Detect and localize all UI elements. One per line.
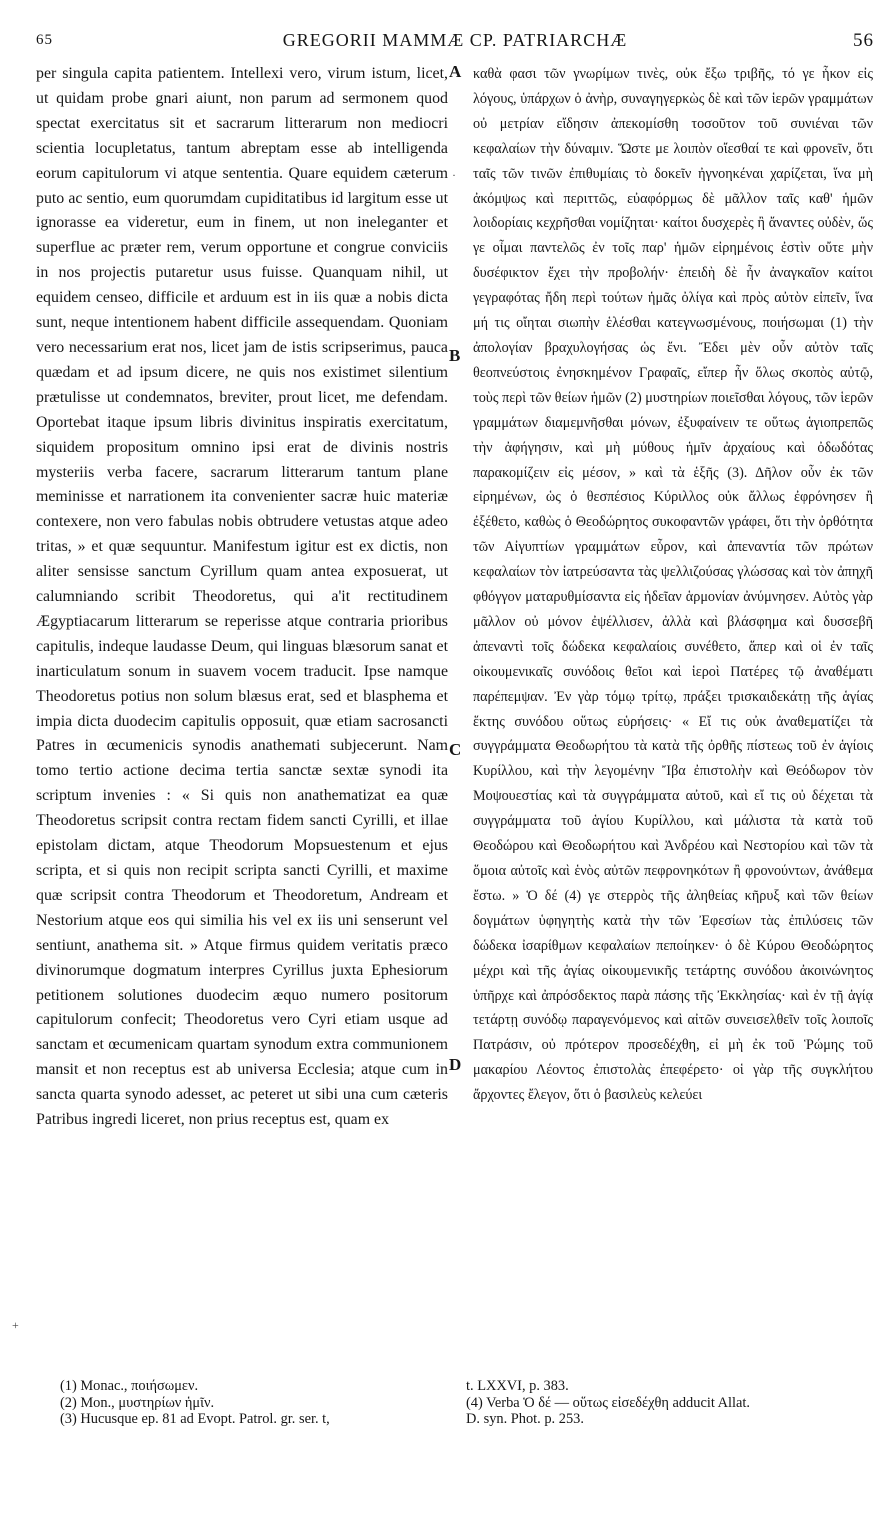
section-marker-c: C <box>449 740 462 759</box>
page-number-right: 56 <box>853 30 874 51</box>
footnotes-left <box>60 1378 460 1428</box>
footnote: (3) Hucusque ep. 81 ad Evopt. Patrol. gr. ser. t, <box>60 1411 330 1427</box>
running-title: GREGORII MAMMÆ CP. PATRIARCHÆ <box>282 30 628 50</box>
margin-mark: + <box>12 1318 19 1332</box>
section-marker-b: B <box>449 346 461 365</box>
section-marker-d: D <box>449 1055 462 1074</box>
margin-mark: · <box>452 168 456 182</box>
greek-column: καθὰ φασι τῶν γνωρίμων τινὲς, οὐκ ἔξω τριβῆς, τό γε ἧκον εἰς λόγους, ὑπάρχων ὁ ἀνὴρ, συναγηγερκὼς δὲ καὶ τῶν ἱερῶν γραμμάτων οὐ μετρίαν εἴδησιν ἀπεκομίσθη τοσοῦτον τοῦ συνιέναι τῶν κεφαλαίων τὴν δύναμιν. Ὥστε με λοιπὸν οἴεσθαί τε καὶ φρονεῖν, ὅτι ταῖς τῶν τινῶν ἐπιθυμίαις τὸ δοκεῖν ἠγνοηκέναι χαρίζεται, ἵνα μὴ ἀκόμψως καὶ περιττῶς, εὐαφόρμως δὲ μᾶλλον ταῖς καθ' ἡμῶν λοιδορίαις κεχρῆσθαι νομίζηται· καίτοι δυσχερὲς ἢ ἄναντες οὐδὲν, ὥς γε οἶμαι παντελῶς ἐν τοῖς παρ' ἡμῶν εἰρημένοις ἐστὶν οὔτε μὴν δυσέφικτον ἔχει τὴν προβολήν· ἐπειδὴ δὲ ἦν ἀναγκαῖον καίτοι γεγραφότας ἤδη περὶ τούτων ἡμᾶς ὀλίγα καὶ πρὸς αὐτὸν εἰπεῖν, ἵνα μή τις οἴηται σιωπὴν ἑλέσθαι κατεγνωσμένους, ποιήσωμαι (1) τὴν ἀπολογίαν βραχυλογήσας ὡς ἔνι. Ἔδει μὲν οὖν αὐτὸν ταῖς θεοπνεύστοις ἐνησκημένον Γραφαῖς, εἴπερ ἦν ὅλως σκοπὸς αὐτῷ, τοὺς περὶ τῶν θείων ἡμῶν (2) μυστηρίων ποιεῖσθαι λόγους, τῶν ἱερῶν γραμμάτων διαμεμνῆσθαι μόνων, ἐξυφαίνειν τε οὕτως ἁγιοπρεπῶς τὴν ἀφήγησιν, καὶ μὴ μύθους ἡμῖν ἀρχαίους καὶ ὀδωδότας παρακομίζειν εἰς μέσον, » καὶ τὰ ἑξῆς (3). Δῆλον οὖν ἐκ τῶν εἰρημένων, ὡς ὁ θεσπέσιος Κύριλλος οὐκ ἄλλως ἐφρόνησεν ἢ ἐξέθετο, καθὼς ὁ Θεοδώρητος συκοφαντῶν γράφει, ὅτι τὴν ὀρθότητα τῶν Αἰγυπτίων γραμμάτων εὗρον, καὶ ἀπεναντία τῶν πρώτων κεφαλαίων τὸν ἰατρεύσαντα τὰς ψελλιζούσας γλώσσας καὶ τὸν ἀπηχῆ φθόγγον ματαρυθμίσαντα εἰς ἡδεῖαν ἁρμονίαν ἀνύμνησεν. Αὐτὸς γὰρ μᾶλλον οὐ μόνον ἐψέλλισεν, ἀλλὰ καὶ βλάσφημα καὶ δυσσεβῆ ἀπεναντὶ τοῖς δώδεκα κεφαλαίοις συνέθετο, ἅπερ καὶ οἱ ἐν ταῖς οἰκουμενικαῖς συνόδοις θεῖοι καὶ ἱεροὶ Πατέρες τῷ ἀναθέματι παρέπεμψαν. Ἐν γὰρ τόμῳ τρίτῳ, πράξει τρισκαιδεκάτῃ τῆς ἁγίας ἕκτης συνόδου οὕτως εὑρήσεις· « Εἴ τις οὐκ ἀναθεματίζει τὰ συγγράμματα Θεοδωρήτου τὰ κατὰ τῆς ὀρθῆς πίστεως τοῦ ἐν ἁγίοις Κυρίλλου, καὶ τὴν λεγομένην Ἴβα ἐπιστολὴν καὶ Θεόδωρον τὸν Μοψουεστίας καὶ τὰ συγγράμματα αὐτοῦ, καὶ εἴ τις οὐ δέχεται τὰ συγγράμματα τοῦ ἁγίου Κυρίλλου, καὶ μάλιστα τὰ κατὰ τοῦ Θεοδώρου καὶ Θεοδωρήτου καὶ Ἀνδρέου καὶ Νεστορίου καὶ τῶν τὰ ὅμοια αὐτοῖς καὶ ἑνὸς αὐτῶν πεφρονηκότων ἢ φρονούντων, ἀνάθεμα ἔστω. » Ὁ δέ (4) γε στερρὸς τῆς ἀληθείας κῆρυξ καὶ τῶν θείων δογμάτων ὑφηγητὴς κατὰ τὴν τῶν Ἐφεσίων τὰς ἐπιλύσεις τῶν δώδεκα ἰσαρίθμων κεφαλαίων πεποίηκεν· ὁ δὲ Κύρου Θεοδώρητος μέχρι καὶ τῆς ἁγίας οἰκουμενικῆς τετάρτης συνόδου ἀκοινώνητος ὑπῆρχε καὶ ἀπρόσδεκτος παρὰ πάσης τῆς Ἐκκλησίας· καὶ ἐν τῇ ἁγίᾳ τετάρτῃ συνόδῳ παραγενόμενος καὶ αἰτῶν συνεισελθεῖν τοῖς λοιποῖς Πατράσιν, οὐ πρότερον προσεδέχθη, εἰ μὴ ἐκ τοῦ Ῥώμης τοῦ μακαρίου Λέοντος ἐπιστολὰς ἐπεφέρετο· οἱ γὰρ τῆς συγκλήτου ἄρχοντες ἔλεγον, ὅτι ὁ βασιλεὺς κελεύει <box>473 66 873 1104</box>
running-header <box>36 30 874 56</box>
footnote: (2) Mon., μυστηρίων ἡμῖν. <box>60 1394 215 1411</box>
footnote: (4) Verba Ὁ δέ — οὕτως εἰσεδέχθη adducit Allat. <box>466 1394 751 1411</box>
page-number-left: 65 <box>36 32 53 48</box>
footnote: (1) Monac., ποιήσωμεν. <box>60 1378 199 1394</box>
section-marker-a: A <box>449 62 462 81</box>
footnote: t. LXXVI, p. 383. <box>466 1378 569 1394</box>
latin-column: per singula capita patientem. Intellexi vero, virum istum, licet, ut quidam probe gnari aiunt, non parum ad sermonem quod spectat exercitatus sit et sacrarum litterarum non mediocri scientia locupletatus, tantum abreptam esse ab intelligenda eorum capitulorum vi atque sententia. Quare equidem cæterum puto ac sentio, eum quorumdam cupiditatibus id largitum esse ut ignorasse ea videretur, eum in finem, ut non ineleganter et superflue ac præter rem, verum opportune et congrue conviciis in nos projectis putaretur usus fuisse. Quanquam nihil, ut equidem censeo, difficile et arduum est in iis quæ a nobis dicta sunt, neque intentionem habent difficile assequendam. Quoniam vero necessarium erat nos, licet jam de istis scripserimus, pauca quædam et ad ipsum dicere, ne quis nos existimet silentium prætulisse ut condemnatos, breviter, prout licet, me defendam. Oportebat itaque ipsum libris divinitus inspiratis exercitatum, siquidem propositum omnino ipsi erat de divinis nostris mysteriis verba facere, sacrarum litterarum tantum plane meminisse et narrationem ita convenienter sacræ huic materiæ contexere, non vero fabulas nobis obtrudere vetustas atque adeo tritas, » et quæ sequuntur. Manifestum igitur est ex dictis, non aliter sensisse sanctum Cyrillum quam antea exposuerat, ut calumniando scribit Theodoretus, qui a'it rectitudinem Ægyptiacarum litterarum se reperisse atque contraria prioribus capitulis, indeque laudasse Deum, qui linguas blæsorum sanat et inarticulatum sonum in suavem vocem traducit. Ipse namque Theodoretus potius non solum blæsus erat, sed et blasphema et impia dicta duodecim capitulis opposuit, quæ etiam sacrosancti Patres in œcumenicis synodis anathemati subjecerunt. Nam tomo tertio actione decima tertia sanctæ sextæ synodi ita scriptum invenies : « Si quis non anathematizat ea quæ Theodoretus scripsit contra rectam fidem sancti Cyrilli, et illae epistolam dictam, atque Theodorum Mopsuestenum et ejus scripta, et si quis non recipit scripta sancti Cyrilli, et maxime quæ scripsit contra Theodorum et Theodoretum, Andream et Nestorium atque eos qui similia his vel ex iis uni senserunt vel sentiunt, anathema sit. » Atque firmus quidem veritatis præco divinorumque dogmatum interpres Cyrillus juxta Ephesiorum petitionem solutiones duodecim æquo numero positorum capitulorum confecit; Theodoretus vero Cyri etiam usque ad sanctam et œcumenicam quartam synodum extra communionem mansit et non receptus est ab universa Ecclesia; atque cum in sancta quarta synodo adesset, ac peteret ut sibi una cum cæteris Patribus ingredi liceret, non prius receptus est, quam ex <box>36 65 448 1129</box>
footnotes-right <box>466 1378 878 1428</box>
footnote: D. syn. Phot. p. 253. <box>466 1411 584 1427</box>
